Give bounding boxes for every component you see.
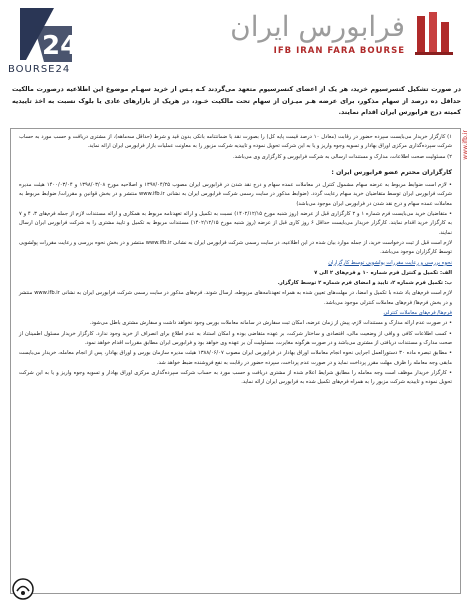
ifb-wordmark-fa: فرابورس ایران <box>230 10 405 43</box>
notice-box <box>10 128 461 594</box>
page-header <box>0 0 473 82</box>
intro-paragraph: در صورت تشکیل کنسرسیوم خرید، هر یک از اعضای کنسرسیوم متعهد می‌گردند کـه پـس از خرید سهـام موضوع این اطلاعیه درصورت مالکیت حداقل ده درصد از سهام مذکور، برای عرضه هـر میـزان از سهام تحت مالکیت خـود، در هریک از بازارهای عادی یا بلوک نسبت به اخذ تاییدیه کمیته درج فرابورس ایران اقدام نمایند. <box>12 85 461 116</box>
notice-paragraph: • کارگزار خریدار موظف است وجه معامله را مطابق شرایط اعلام شده از مشتری دریافت و حسب مورد به حساب شرکت سپرده‌گذاری مرکزی اوراق بهادار و تسویه وجوه واریز و یا به این شرکت تحویل نموده و تاییدیه شرکت مزبور را به همراه فرم‌های تکمیل شده به فرابورس ایران ارائه نماید. <box>19 369 452 386</box>
ifb-emblem-icon <box>411 8 459 58</box>
notice-paragraph: • کسب اطلاعات کافی و وافی از وضعیت مالی، اقتصادی و ساختار شرکت، بر عهده متقاضی بوده و امکان استناد به عدم اطلاع برای انصراف از خرید وجود ندارد. کارگزار خریدار مسئول اطمینان از صحت مدارک و مستندات دریافتی از مشتری می‌باشد و در صورت هرگونه مغایرت، مسئولیت آن بر عهده وی خواهد بود و فرابورس ایران مطابق مقررات اقدام خواهد نمود. <box>19 330 452 346</box>
notice-paragraph: • مطابق تبصره ماده ۳۰ دستورالعمل اجرایی نحوه انجام معاملات اوراق بهادار در فرابورس ایران مصوب ۱۳۸۸/۰۶/۰۷ هیئت مدیره سازمان بورس و اوراق بهادار، پس از انجام معامله، خریدار می‌بایست مابقی وجه معامله را ظرف مهلت مقرر پرداخت نماید و در صورت عدم پرداخت، سپرده حضور در رقابت به نفع فروشنده ضبط خواهد شد. <box>19 350 453 366</box>
notice-paragraph: • لازم است ضوابط مربوط به عرضه سهام مشمول کنترل در معاملات عمده سهام و درج نقد شدن در فرابورس ایران مصوب ۱۳۹۷/۰۴/۲۵ و اصلاحیه مورخ ۱۳۹۸/۰۳/۰۸ و ۱۴۰۰/۰۳/۰۴ هیئت مدیره شرکت فرابورس ایران توسط متقاضیان خرید سهام رعایت گردد. (ضوابط مذکور در سایت رسمی شرکت فرابورس ایران به نشانی www.ifb.ir منتشر و در بخش قوانین و مقررات/ ضوابط مربوط به معاملات عمده سهام و درج نقد شدن در فرابورس ایران موجود می‌باشد) <box>19 182 453 207</box>
corner-seal-icon <box>12 578 34 600</box>
notice-paragraph: • متقاضیان خرید می‌بایست فرم شماره ۱ و ۲ کارگزاری قبل از عرضه (روز شنبه مورخ ۱۴۰۲/۱۲/۱۵) نسبت به تکمیل و ارائه تعهدنامه مربوط به همکاری و ارائه مستندات لازم از جمله فرم‌های ۳، ۴ و ۷ به کارگزار خرید اقدام نمایند. کارگزار خریدار می‌بایست حداقل ۶ روز کاری قبل از عرضه (روز شنبه مورخ ۱۴۰۲/۱۲/۱۵) مستندات مربوط به تکمیل و تایید مشتری را به شرکت فرابورس ایران ارسال نمایند. <box>19 211 453 236</box>
bourse24-logo-icon <box>14 4 78 66</box>
note-line: الف: تکمیل و کنترل فرم شماره ۱۰ و فرم‌های ۲ الی ۷ <box>314 269 452 276</box>
requirement-item: ۱) کارگزار خریدار می‌بایست سپرده حضور در رقابت (معادل ۱۰ درصد قیمت پایه کل) را بصورت نقد یا ضمانتنامه بانکی بدون قید و شرط (حداقل سه‌ماهه)، از مشتری دریافت و حسب مورد به حساب شرکت سپرده‌گذاری مرکزی اوراق بهادار و تسویه وجوه واریز و یا به این شرکت تحویل نموده و تاییدیه شرکت مزبور را به معاونت عملیات بازار فرابورس ایران ارائه نماید. <box>19 134 452 150</box>
svg-text:24: 24 <box>42 31 78 61</box>
ifb-wordmark-en: IFB IRAN FARA BOURSE <box>273 46 405 56</box>
requirement-item: ۲) مسئولیت صحت اطلاعات، مدارک و مستندات ارسالی به شرکت فرابورس و کارگزاری وی می‌باشد. <box>232 153 452 160</box>
brokers-heading: کارگزاران محترم عضو فرابورس ایران : <box>331 168 452 176</box>
notice-paragraph: لازم است فرم‌های یاد شده با تکمیل و امضا، در مهلت‌های تعیین شده به همراه تعهدنامه‌های مربوطه، ارسال شوند. فرم‌های مذکور در سایت رسمی شرکت فرابورس ایران به نشانی www.ifb.ir منتشر و در بخش فرم‌ها/ فرم‌های معاملات کنترلی موجود می‌باشد. <box>19 290 452 306</box>
side-url-text: www.ifb.ir <box>462 130 469 160</box>
notice-paragraph: لازم است قبل از ثبت درخواست خرید، از جمله موارد بیان شده در این اطلاعیه، در سایت رسمی شرکت فرابورس ایران به نشانی www.ifb.ir منتشر و در بخش نحوه بررسی و رعایت مقررات پولشویی توسط کارگزاران موجود می‌باشد. <box>19 239 452 256</box>
note-line: ب: تکمیل فرم شماره ۲، تایید و امضای فرم شماره ۲ توسط کارگزار. <box>277 280 452 287</box>
aml-link[interactable]: نحوه بررسی و رعایت مقررات پولشویی توسط کارگزاران <box>328 259 452 266</box>
notice-paragraph: • در صورت عدم ارائه مدارک و مستندات لازم، پیش از زمان عرضه، امکان ثبت سفارش در سامانه معاملات بورس وجود نخواهد داشت و سفارش مشتری باطل می‌شود. <box>89 320 452 327</box>
forms-link[interactable]: فرم‌ها/ فرم‌های معاملات کنترلی <box>383 310 452 317</box>
bourse24-wordmark: BOURSE24 <box>8 64 71 75</box>
